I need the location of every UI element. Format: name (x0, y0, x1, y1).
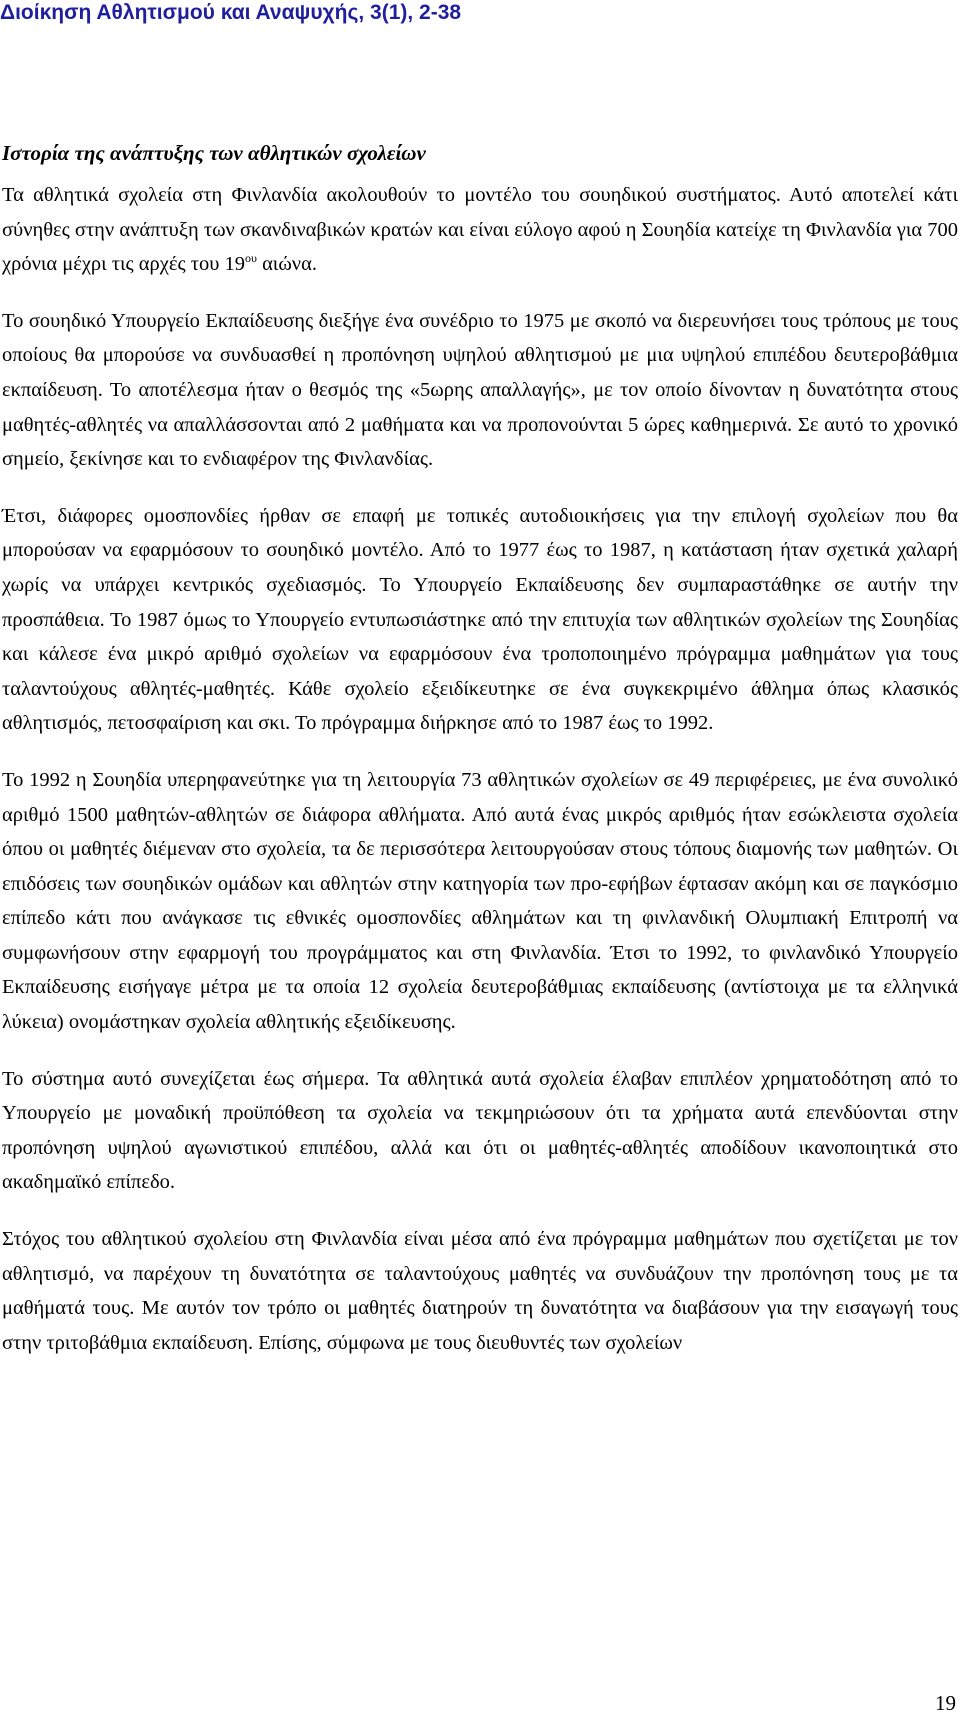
section-title: Ιστορία της ανάπτυξης των αθλητικών σχολείων (2, 141, 426, 165)
paragraph-2: Το σουηδικό Υπουργείο Εκπαίδευσης διεξήγε ένα συνέδριο το 1975 με σκοπό να διερευνήσει τους τρόπους με τους οποίους θα μπορούσε να συνδυασθεί η προπόνηση υψηλού αθλητισμού με μια υψηλού επιπέδου δευτεροβάθμια εκπαίδευση. Το αποτέλεσμα ήταν ο θεσμός της «5ωρης απαλλαγής», με τον οποίο δίνονταν η δυνατότητα στους μαθητές-αθλητές να απαλλάσσονται από 2 μαθήματα και να προπονούνται 5 ώρες καθημερινά. Σε αυτό το χρονικό σημείο, ξεκίνησε και το ενδιαφέρον της Φινλανδίας. (2, 309, 958, 471)
journal-header: Διοίκηση Αθλητισμού και Αναψυχής, 3(1), 2-38 (0, 1, 462, 24)
paragraph-1 (2, 178, 958, 282)
paragraph-1-text: Τα αθλητικά σχολεία στη Φινλανδία ακολουθούν το μοντέλο του σουηδικού συστήματος. Αυτό αποτελεί κάτι σύνηθες στην ανάπτυξη των σκανδιναβικών κρατών και είναι εύλογο αφού η Σουηδία κατείχε τη Φινλανδία για 700 χρόνια μέχρι τις αρχές του 19 (2, 184, 958, 276)
paragraph-1-end: αιώνα. (256, 253, 317, 276)
paragraph-3: Έτσι, διάφορες ομοσπονδίες ήρθαν σε επαφή με τοπικές αυτοδιοικήσεις για την επιλογή σχολείων που θα μπορούσαν να εφαρμόσουν το σουηδικό μοντέλο. Από το 1977 έως το 1987, η κατάσταση ήταν σχετικά χαλαρή χωρίς να υπάρχει κεντρικός σχεδιασμός. Το Υπουργείο Εκπαίδευσης δεν συμπαραστάθηκε σε αυτήν την προσπάθεια. Το 1987 όμως το Υπουργείο εντυπωσιάστηκε από την επιτυχία των αθλητικών σχολείων της Σουηδίας και κάλεσε ένα μικρό αριθμό σχολείων να εφαρμόσουν ένα τροποποιημένο πρόγραμμα μαθημάτων για τους ταλαντούχους αθλητές-μαθητές. Κάθε σχολείο εξειδίκευτηκε σε ένα συγκεκριμένο άθλημα όπως κλασικός αθλητισμός, πετοσφαίριση και σκι. Το πρόγραμμα διήρκησε από το 1987 έως το 1992. (2, 504, 958, 735)
article-body (2, 140, 958, 1382)
ordinal-superscript: ου (244, 251, 257, 266)
page-number: 19 (935, 1691, 956, 1715)
paragraph-6: Στόχος του αθλητικού σχολείου στη Φινλανδία είναι μέσα από ένα πρόγραμμα μαθημάτων που σχετίζεται με τον αθλητισμό, να παρέχουν τη δυνατότητα σε ταλαντούχους μαθητές να συνδυάζουν την προπόνηση τους με τα μαθήματά τους. Με αυτόν τον τρόπο οι μαθητές διατηρούν τη δυνατότητα να διαβάσουν για την εισαγωγή τους στην τριτοβάθμια εκπαίδευση. Επίσης, σύμφωνα με τους διευθυντές των σχολείων (2, 1228, 958, 1354)
paragraph-5: Το σύστημα αυτό συνεχίζεται έως σήμερα. Τα αθλητικά αυτά σχολεία έλαβαν επιπλέον χρηματοδότηση από το Υπουργείο με μοναδική προϋπόθεση τα σχολεία να τεκμηριώσουν ότι τα χρήματα αυτά επενδύονται στην προπόνηση υψηλού αγωνιστικού επιπέδου, αλλά και ότι οι μαθητές-αθλητές αποδίδουν ικανοποιητικά στο ακαδημαϊκό επίπεδο. (2, 1067, 958, 1194)
paragraph-4: Το 1992 η Σουηδία υπερηφανεύτηκε για τη λειτουργία 73 αθλητικών σχολείων σε 49 περιφέρειες, με ένα συνολικό αριθμό 1500 μαθητών-αθλητών σε διάφορα αθλήματα. Από αυτά ένας μικρός αριθμός ήταν εσώκλειστα σχολεία όπου οι μαθητές διέμεναν στο σχολεία, τα δε περισσότερα λειτουργούσαν στους τόπους διαμονής των μαθητών. Οι επιδόσεις των σουηδικών ομάδων και αθλητών στην κατηγορία των προ-εφήβων έφτασαν ακόμη και σε παγκόσμιο επίπεδο κάτι που ανάγκασε τις εθνικές ομοσπονδίες αθλημάτων και τη φινλανδική Ολυμπιακή Επιτροπή να συμφωνήσουν στην εφαρμογή του προγράμματος και στη Φινλανδία. Έτσι το 1992, το φινλανδικό Υπουργείο Εκπαίδευσης εισήγαγε μέτρα με τα οποία 12 σχολεία δευτεροβάθμιας εκπαίδευσης (αντίστοιχα με τα ελληνικά λύκεια) ονομάστηκαν σχολεία αθλητικής εξειδίκευσης. (2, 768, 958, 1034)
